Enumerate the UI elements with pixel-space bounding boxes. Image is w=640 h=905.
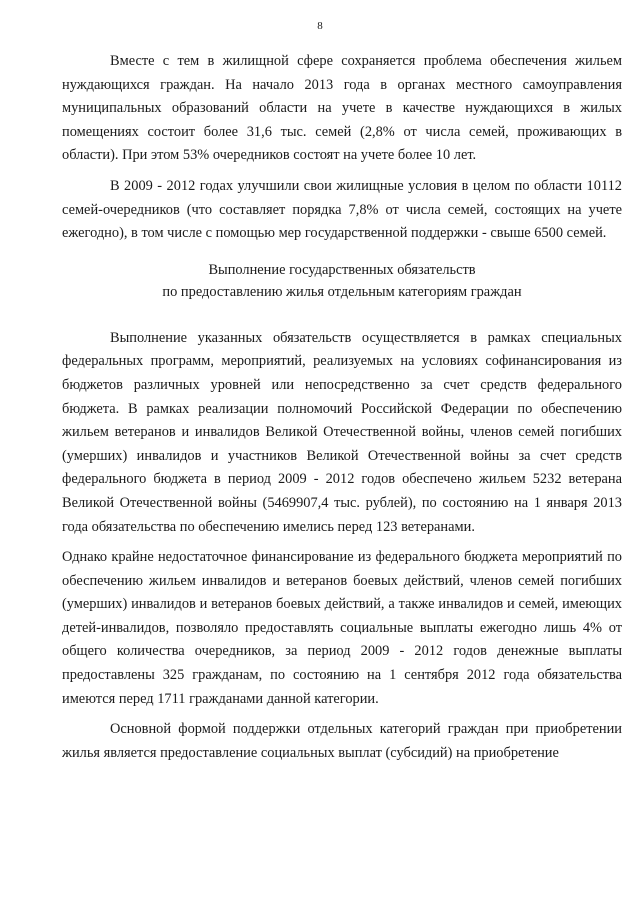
page-number: 8 xyxy=(317,20,323,32)
paragraph-improved-conditions: В 2009 - 2012 годах улучшили свои жилищные условия в целом по области 10112 семей-очередников (что составляет порядка 7,8% от числа семей, состоящих на учете ежегодно), в том числе с помощью мер государственной поддержки - свыше 6500 семей. xyxy=(62,177,622,242)
paragraph-main-support-form: Основной формой поддержки отдельных категорий граждан при приобретении жилья является предоставление социальных выплат (субсидий) на приобретение xyxy=(62,721,622,761)
section-heading-line-2: по предоставлению жилья отдельным категориям граждан xyxy=(162,283,522,300)
paragraph-insufficient-funding: Однако крайне недостаточное финансирование из федерального бюджета мероприятий по обеспечению жильем инвалидов и ветеранов боевых действий, членов семей погибших (умерших) инвалидов и ветеранов боевых действий, а также инвалидов и семей, имеющих детей-инвалидов, позволяло предоставлять социальные выплаты ежегодно лишь 4% от общего количества очередников, за период 2009 - 2012 годов денежные выплаты предоставлены 325 гражданам, по состоянию на 1 сентября 2012 года обязательства имеются перед 1711 гражданами данной категории. xyxy=(62,549,622,707)
paragraph-housing-problem: Вместе с тем в жилищной сфере сохраняется проблема обеспечения жильем нуждающихся граждан. На начало 2013 года в органах местного самоуправления муниципальных образований области на учете в качестве нуждающихся в жилых помещениях состоит более 31,6 тыс. семей (2,8% от числа семей, проживающих в области). При этом 53% очередников состоят на учете более 10 лет. xyxy=(62,53,622,164)
document-body xyxy=(62,50,622,772)
section-heading-line-1: Выполнение государственных обязательств xyxy=(208,261,476,278)
paragraph-obligations: Выполнение указанных обязательств осуществляется в рамках специальных федеральных программ, мероприятий, реализуемых на условиях софинансирования из бюджетов различных уровней или непосредственно за счет средств федерального бюджета. В рамках реализации полномочий Российской Федерации по обеспечению жильем ветеранов и инвалидов Великой Отечественной войны, членов семей погибших (умерших) инвалидов и участников Великой Отечественной войны за счет средств федерального бюджета в период 2009 - 2012 годов обеспечено жильем 5232 ветерана Великой Отечественной войны (5469907,4 тыс. рублей), по состоянию на 1 января 2013 года обязательства по обеспечению имелись перед 123 ветеранами. xyxy=(62,329,622,535)
section-heading xyxy=(62,259,622,303)
